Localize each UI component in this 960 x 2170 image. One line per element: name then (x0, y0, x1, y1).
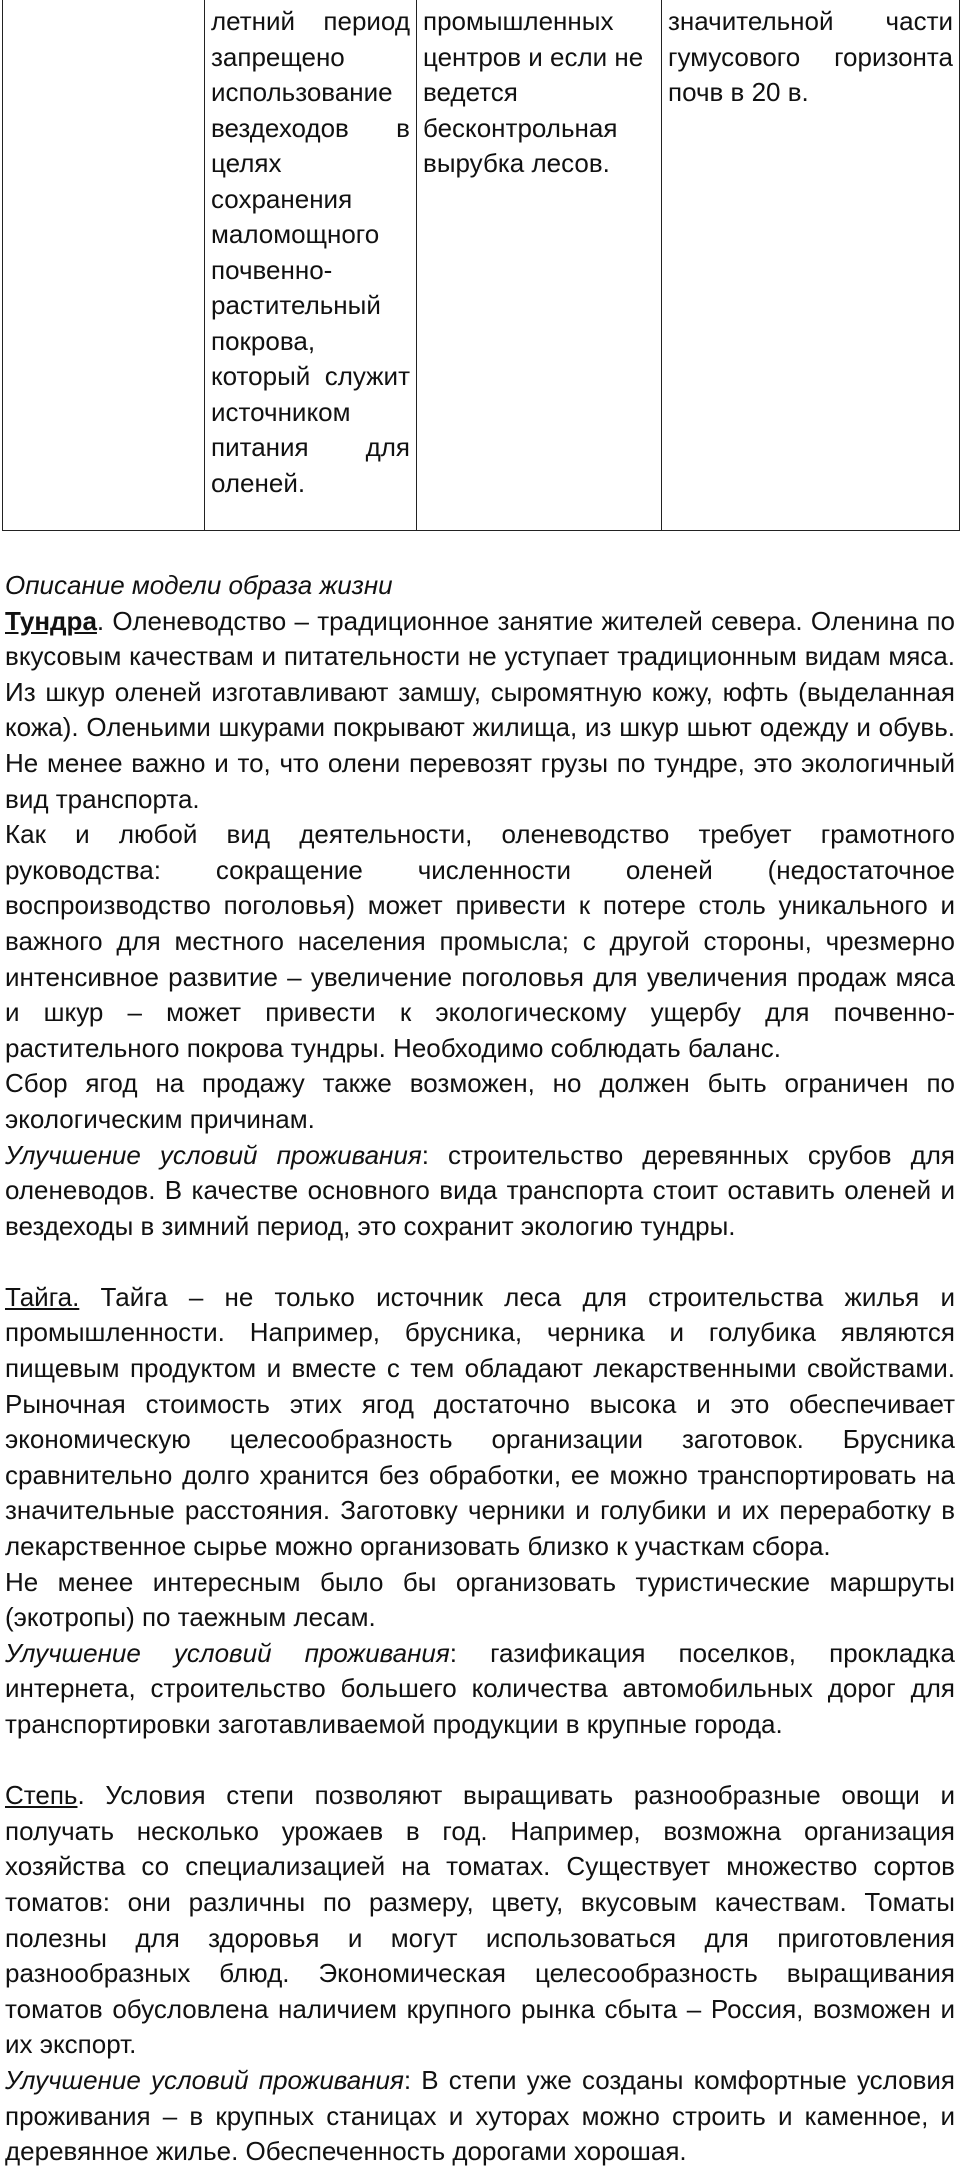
steppe-text-1: . Условия степи позволяют выращивать разнообразные овощи и получать несколько урожаев в год. Например, возможна организация хозяйства со специализацией на томатах. Существует множество сортов томатов: они различны по размеру, цвету, вкусовым качествам. Томаты полезны для здоровья и могут использоваться для приготовления разнообразных блюд. Экономическая целесообразность выращивания томатов обусловлена наличием крупного рынка сбыта – Россия, возможен и их экспорт. (5, 1780, 955, 2060)
document-body (5, 568, 955, 2170)
tundra-improvement (5, 1138, 955, 1245)
taiga-improvement (5, 1636, 955, 1743)
table-cell-3: промышленных центров и если не ведется бесконтрольная вырубка лесов. (417, 0, 662, 531)
taiga-paragraph-2: Не менее интересным было бы организовать туристические маршруты (экотропы) по таежным лесам. (5, 1566, 955, 1633)
taiga-paragraph-1 (5, 1280, 955, 1565)
table-cell-1 (3, 0, 205, 531)
spacer (5, 1743, 955, 1779)
taiga-improvement-text: : газификация поселков, прокладка интернета, строительство большего количества автомобильных дорог для транспортировки заготавливаемой продукции в крупные города. (5, 1637, 956, 1739)
table-cell-2: летний период запрещено использование вездеходов в целях сохранения маломощного почвенно-растительный покрова, который служит источником питания для оленей. (205, 0, 417, 531)
section-heading: Описание модели образа жизни (5, 570, 393, 600)
steppe-improvement-text: : В степи уже созданы комфортные условия проживания – в крупных станицах и хуторах можно строить и каменное, и деревянное жилье. Обеспеченность дорогами хорошая. (5, 2064, 955, 2167)
steppe-improvement (5, 2063, 955, 2170)
spacer (5, 1244, 955, 1280)
taiga-text-1: Тайга – не только источник леса для строительства жилья и промышленности. Например, брусника, черника и голубика являются пищевым продуктом и вместе с тем обладают лекарственными свойствами. Рыночная стоимость этих ягод достаточно высока и это обеспечивает экономическую целесообразность организации заготовок. Брусника сравнительно долго хранится без обработки, ее можно транспортировать на значительные расстояния. Заготовку черники и голубики и их переработку в лекарственное сырье можно организовать близко к участкам сбора. (5, 1281, 955, 1562)
tundra-title: Тундра (5, 605, 97, 636)
continued-table (2, 0, 960, 531)
table-row (3, 0, 960, 531)
steppe-improvement-label: Улучшение условий проживания (5, 2064, 404, 2095)
table-cell-4: значительной части гумусового горизонта почв в 20 в. (662, 0, 960, 531)
tundra-improvement-label: Улучшение условий проживания (5, 1139, 422, 1170)
tundra-paragraph-3: Сбор ягод на продажу также возможен, но должен быть ограничен по экологическим причинам. (5, 1068, 955, 1134)
steppe-title: Степь (5, 1780, 78, 1811)
tundra-text-1: . Оленеводство – традиционное занятие жителей севера. Оленина по вкусовым качествам и питательности не уступает традиционным видам мяса. Из шкур оленей изготавливают замшу, сыромятную кожу, юфть (выделанная кожа). Оленьими шкурами покрывают жилища, из шкур шьют одежду и обувь. Не менее важно и то, что олени перевозят грузы по тундре, это экологичный вид транспорта. (5, 605, 955, 814)
taiga-improvement-label: Улучшение условий проживания (5, 1637, 450, 1668)
taiga-title: Тайга. (5, 1281, 80, 1312)
tundra-paragraph-1 (5, 604, 955, 818)
tundra-improvement-text: : строительство деревянных срубов для оленеводов. В качестве основного вида транспорта стоит оставить оленей и вездеходы в зимний период, это сохранит экологию тундры. (5, 1139, 956, 1241)
steppe-paragraph-1 (5, 1778, 955, 2063)
tundra-paragraph-2: Как и любой вид деятельности, оленеводство требует грамотного руководства: сокращение численности оленей (недостаточное воспроизводство поголовья) может привести к потере столь уникального и важного для местного населения промысла; с другой стороны, чрезмерно интенсивное развитие – увеличение поголовья для увеличения продаж мяса и шкур – может привести к экологическому ущербу для почвенно-растительного покрова тундры. Необходимо соблюдать баланс. (5, 819, 955, 1063)
